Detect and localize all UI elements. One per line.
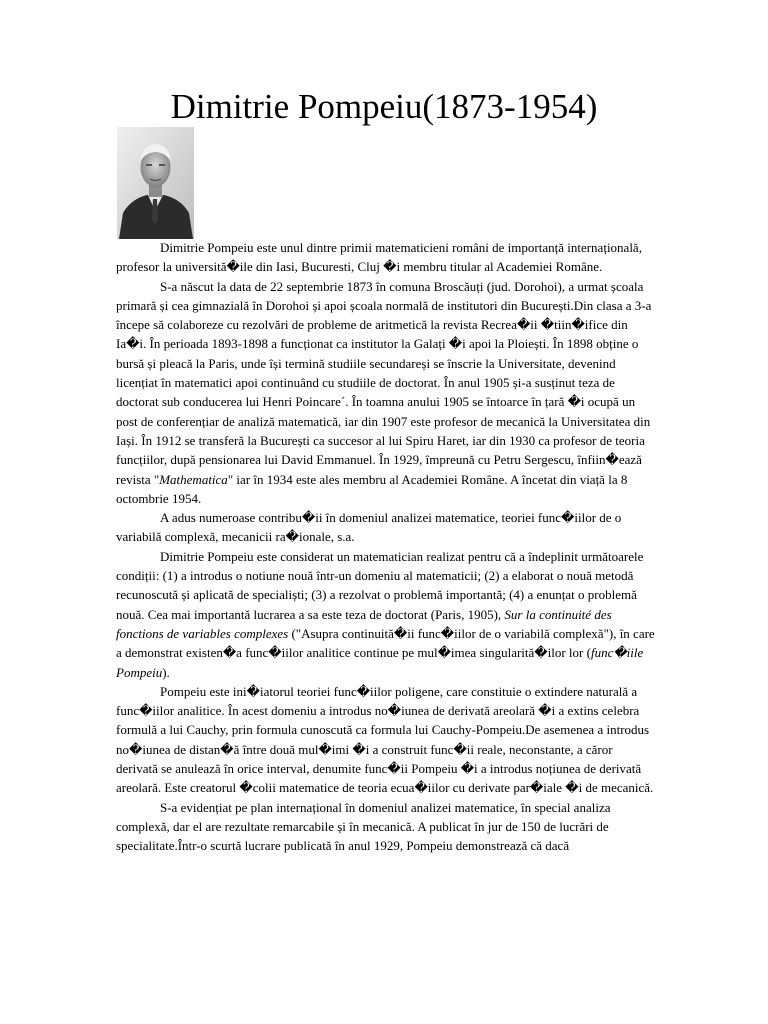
text-run: ("Asupra continuită�ii func�iilor de o variabilă complexă"), în care a demonstrat existen�a func�iilor analitice continue pe mul�imea singularită�ilor lor ( [116,625,655,661]
text-run: Pompeiu este ini�iatorul teoriei func�iilor poligene, care constituie o extindere naturală a func�iilor analitice. În acest domeniu a introdus no�iunea de derivată areolară �i a extins celebra formulă a lui Cauchy, prin formula cunoscută ca formula lui Cauchy-Pompeiu.De asemenea a introdus no�iunea de distan�ă între două mul�imi �i a construit func�ii reale, neconstante, a căror derivată se anulează în orice interval, denumite func�ii Pompeiu �i a introdus noțiunea de derivată areolară. Este creatorul �colii matematice de teoria ecua�iilor cu derivate par�iale �i de mecanică. [116,683,654,796]
italic-text: Mathematica [159,471,228,487]
paragraph [116,508,656,547]
text-run: A adus numeroase contribu�ii în domeniul analizei matematice, teoriei func�iilor de o variabilă complexă, mecanicii ra�ionale, s.a. [116,510,622,545]
portrait-photo [117,127,194,239]
italic-text: func�iile Pompeiu [116,645,644,680]
paragraph [116,277,656,509]
paragraph [116,798,656,856]
paragraph [116,238,656,277]
document-title: Dimitrie Pompeiu(1873-1954) [170,87,598,126]
italic-text: Sur la continuité des fonctions de variables complexes [116,606,612,641]
body-text [116,238,656,856]
text-run: S-a născut la data de 22 septembrie 1873 în comuna Broscăuți (jud. Dorohoi), a urmat școala primară și cea gimnazială în Dorohoi și apoi școala normală de institutori din București.Din clasa a 3-a începe să colaboreze cu rezolvări de probleme de aritmetică la revista Recrea�ii �tiin�ifice din Ia�i. În perioada 1893-1898 a funcționat ca institutor la Galați �i apoi la Ploiești. În 1898 obține o bursă și pleacă la Paris, unde își termină studiile secundareși se înscrie la Universitate, devenind licențiat în matematici apoi continuând cu studiile de doctorat. În anul 1905 și-a susținut teza de doctorat sub conducerea lui Henri Poincare´. În toamna anului 1905 se întoarce în țară �i ocupă un post de conferențiar de analiză matematică, iar din 1907 este profesor de mecanică la Universitatea din Iași. În 1912 se transferă la București ca succesor al lui Spiru Haret, iar din 1930 ca profesor de teoria funcțiilor, după pensionarea lui David Emmanuel. În 1929, împreună cu Petru Sergescu, înfiin�ează revista " [116,278,652,487]
paragraph [116,682,656,798]
text-run: Dimitrie Pompeiu este unul dintre primii matematicieni români de importanță internațională, profesor la universită�ile din Iasi, Bucuresti, Cluj �i membru titular al Academiei Române. [116,240,642,275]
text-run: S-a evidențiat pe plan internațional în domeniul analizei matematice, în special analiza complexă, dar el are rezultate remarcabile și în mecanică. A publicat în jur de 150 de lucrări de specialitate.Într-o scurtă lucrare publicată în anul 1929, Pompeiu demonstrează că dacă [116,799,611,854]
text-run: " iar în 1934 este ales membru al Academiei Române. A încetat din viață la 8 octombrie 1954. [116,471,628,506]
text-run: Dimitrie Pompeiu este considerat un matematician realizat pentru că a îndeplinit următoarele condiții: (1) a introdus o notiune nouă într-un domeniu al matematicii; (2) a elaborat o nouă metodă recunoscută și aplicată de specialiști; (3) a rezolvat o problemă importantă; (4) a enunțat o problemă nouă. Cea mai importantă lucrarea a sa este teza de doctorat (Paris, 1905), [116,548,644,622]
paragraph [116,547,656,682]
text-run: ). [162,664,170,680]
